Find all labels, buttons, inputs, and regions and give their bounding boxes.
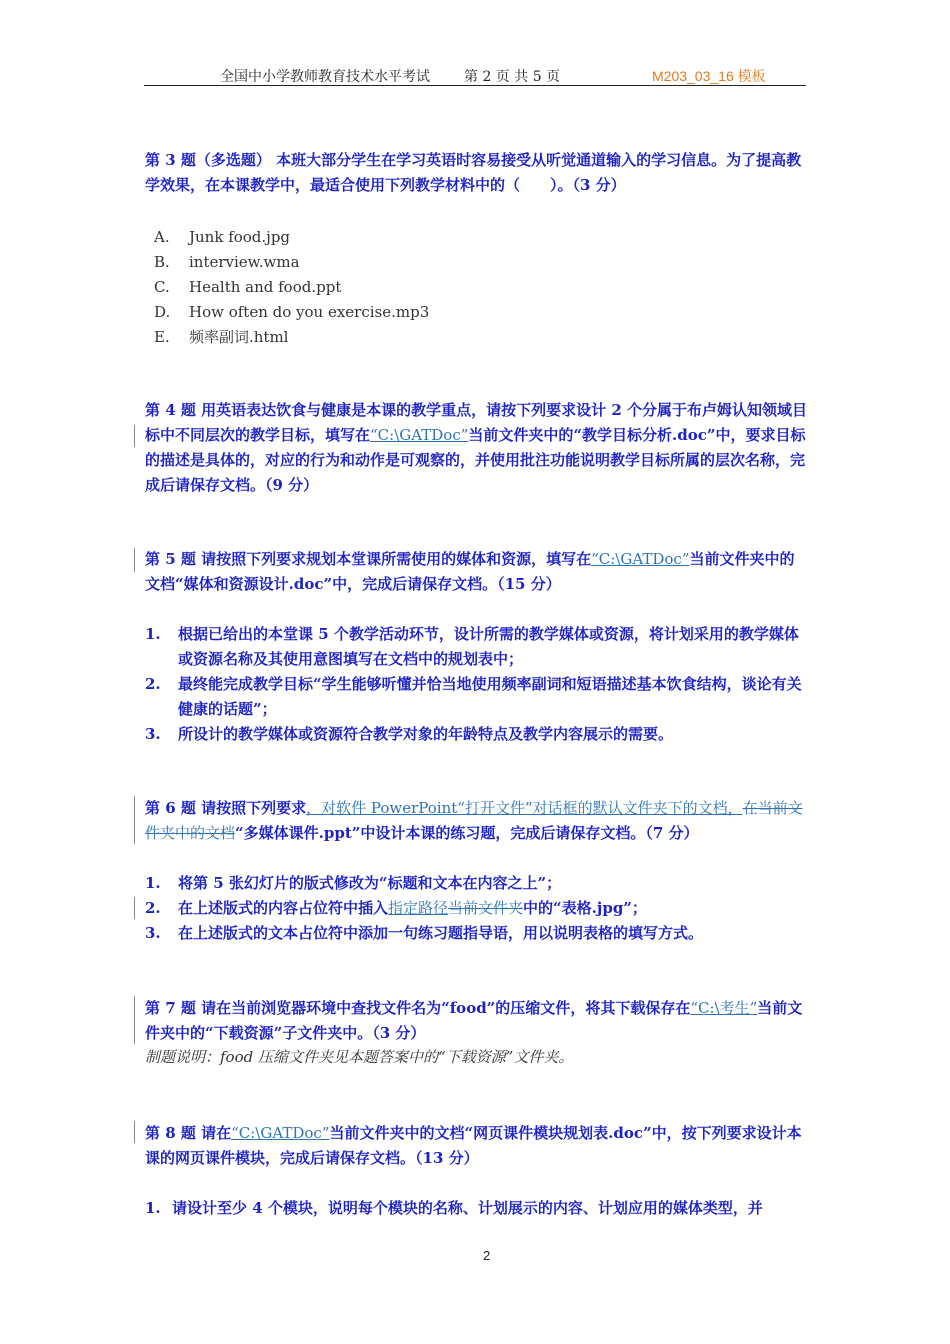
question-6-stem [145, 796, 809, 846]
list-text: 将第 5 张幻灯片的版式修改为“标题和文本在内容之上”； [178, 874, 562, 892]
q6-deleted-text: 在当前文件夹中的文档 [145, 799, 803, 842]
list-text: 根据已给出的本堂课 5 个教学活动环节，设计所需的教学媒体或资源，将计划采用的教学媒体或资源名称及其使用意图填写在文档中的规划表中； [178, 625, 799, 668]
q6-text-a: 第 6 题 请按照下列要求 [145, 799, 307, 817]
header-page-info: 第 2 页 共 5 页 [464, 69, 561, 85]
change-bar [134, 425, 135, 447]
option-e [154, 325, 429, 350]
q4-path-link[interactable]: “C:\GATDoc” [370, 426, 469, 444]
question-8-stem [145, 1121, 809, 1171]
q6-item2-inserted: 指定路径 [388, 899, 449, 917]
list-number: 1. [145, 1199, 161, 1217]
list-number: 2. [145, 675, 161, 693]
question-7-note: 制题说明：food 压缩文件夹见本题答案中的“下载资源”文件夹。 [145, 1048, 574, 1066]
header-divider [144, 85, 806, 86]
list-number: 1. [145, 874, 161, 892]
question-6-list [145, 871, 809, 946]
list-number: 3. [145, 924, 161, 942]
list-text: 在上述版式的文本占位符中添加一句练习题指导语，用以说明表格的填写方式。 [178, 924, 704, 942]
list-text: 请设计至少 4 个模块，说明每个模块的名称、计划展示的内容、计划应用的媒体类型，并 [172, 1199, 763, 1217]
list-item [145, 871, 809, 896]
option-key: B. [154, 253, 170, 271]
list-number: 1. [145, 625, 161, 643]
question-3-stem: 第 3 题（多选题） 本班大部分学生在学习英语时容易接受从听觉通道输入的学习信息。为了提高教学效果，在本课教学中，最适合使用下列教学材料中的（ ）。（3 分） [145, 151, 802, 194]
q5-text-b: 当前文件夹中的文档“媒体和资源设计.doc”中，完成后请保存文档。（15 分） [145, 550, 795, 593]
q7-text-b: 当前文件夹中的“下载资源”子文件夹中。（3 分） [145, 999, 803, 1042]
option-key: C. [154, 278, 170, 296]
question-4-stem [145, 398, 809, 498]
change-bar [134, 1121, 135, 1143]
option-text: Junk food.jpg [189, 228, 291, 246]
list-item [145, 722, 809, 747]
question-5-list [145, 622, 809, 747]
q8-text-b: 当前文件夹中的文档“网页课件模块规划表.doc”中，按下列要求设计本课的网页课件模块，完成后请保存文档。（13 分） [145, 1124, 802, 1167]
list-item [145, 921, 809, 946]
option-b [154, 250, 429, 275]
list-text: 所设计的教学媒体或资源符合教学对象的年龄特点及教学内容展示的需要。 [178, 725, 674, 743]
list-item [145, 896, 809, 921]
q7-path-link[interactable]: “C:\考生” [690, 999, 758, 1017]
q6-inserted-text: ，对软件 PowerPoint“打开文件”对话框的默认文件夹下的文档， [306, 799, 743, 817]
q8-path-link[interactable]: “C:\GATDoc” [231, 1124, 330, 1142]
option-key: E. [154, 328, 170, 346]
q8-text-a: 第 8 题 请在 [145, 1124, 232, 1142]
option-text: Health and food.ppt [189, 278, 342, 296]
q6-item2-text-a: 在上述版式的内容占位符中插入 [178, 899, 389, 917]
list-text [178, 896, 809, 921]
change-bar [134, 897, 135, 919]
option-c [154, 275, 429, 300]
option-text: 频率副词.html [189, 328, 289, 346]
question-7-stem [145, 996, 809, 1046]
header-template-id: M203_03_16 模板 [652, 68, 766, 84]
q4-text-b: 当前文件夹中的“教学目标分析.doc”中，要求目标的描述是具体的，对应的行为和动作是可观察的，并使用批注功能说明教学目标所属的层次名称，完成后请保存文档。（9 分） [145, 426, 806, 494]
question-8-list [145, 1196, 809, 1221]
option-key: D. [154, 303, 171, 321]
change-bar [134, 996, 135, 1044]
q4-text-a: 第 4 题 用英语表达饮食与健康是本课的教学重点，请按下列要求设计 2 个分属于布卢姆认知领域目标中不同层次的教学目标，填写在 [145, 401, 807, 444]
question-5-stem [145, 547, 809, 597]
page-number: 2 [483, 1248, 491, 1263]
list-item [145, 672, 809, 722]
q5-text-a: 第 5 题 请按照下列要求规划本堂课所需使用的媒体和资源，填写在 [145, 550, 592, 568]
option-d [154, 300, 429, 325]
change-bar [134, 796, 135, 844]
q6-item2-deleted: 当前文件夹 [448, 899, 524, 917]
list-number: 3. [145, 725, 161, 743]
q6-item2-text-b: 中的“表格.jpg”； [523, 899, 647, 917]
question-3-options [154, 225, 429, 350]
q7-text-a: 第 7 题 请在当前浏览器环境中查找文件名为“food”的压缩文件，将其下载保存在 [145, 999, 691, 1017]
option-a [154, 225, 429, 250]
list-number: 2. [145, 899, 161, 917]
header-title: 全国中小学教师教育技术水平考试 [220, 69, 430, 85]
option-text: interview.wma [189, 253, 300, 271]
list-text: 最终能完成教学目标“学生能够听懂并恰当地使用频率副词和短语描述基本饮食结构，谈论有关健康的话题”； [178, 675, 802, 718]
list-item [145, 1196, 809, 1221]
option-key: A. [154, 228, 170, 246]
list-item [145, 622, 809, 672]
option-text: How often do you exercise.mp3 [189, 303, 430, 321]
q5-path-link[interactable]: “C:\GATDoc” [591, 550, 690, 568]
change-bar [134, 548, 135, 572]
q6-text-b: “多媒体课件.ppt”中设计本课的练习题，完成后请保存文档。（7 分） [235, 824, 699, 842]
